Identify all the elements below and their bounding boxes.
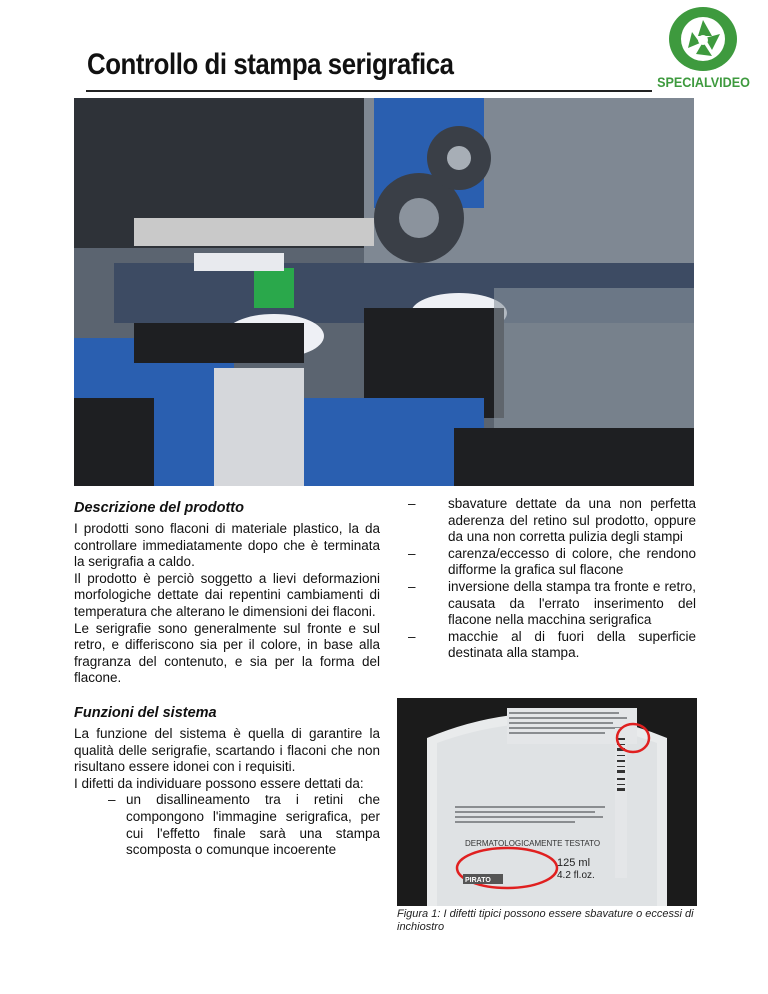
system-functions-heading: Funzioni del sistema: [74, 704, 217, 721]
functions-paragraph-2: I difetti da individuare possono essere dettati da:: [74, 775, 364, 791]
list-item: – carenza/eccesso di colore, che rendono difforme la grafica sul flacone: [408, 546, 696, 579]
machine-photo: [74, 98, 694, 486]
right-column: [408, 496, 696, 662]
label-text-brand: PIRATO: [465, 877, 491, 884]
aperture-logo-icon: [668, 6, 738, 72]
figure-caption: Figura 1: I difetti tipici possono essere sbavature o eccessi di inchiostro: [397, 908, 694, 933]
title-divider: [86, 90, 652, 92]
product-paragraph-3: Le serigrafie sono generalmente sul fronte e sul retro, e differiscono sia per il colore, in base alla fragranza del contenuto, e sia per la forma del flacone.: [74, 620, 380, 686]
page-title: Controllo di stampa serigrafica: [87, 48, 454, 81]
bottle-illustration: [397, 698, 697, 906]
functions-paragraph-1: La funzione del sistema è quella di garantire la qualità delle serigrafie, scartando i flaconi che non risultano essere idonei con i requisiti.: [74, 725, 380, 775]
label-text-tested: DERMATOLOGICAMENTE TESTATO: [465, 839, 601, 848]
logo-wordmark: SPECIALVIDEO: [657, 74, 750, 90]
company-logo: [652, 6, 754, 94]
list-item: – un disallineamento tra i retini che compongono l'immagine serigrafica, per cui l'effetto finale sarà una stampa scomposta o comunque incoerente: [84, 792, 380, 858]
product-paragraph-2: Il prodotto è perciò soggetto a lievi deformazioni morfologiche dettate dai repentini cambiamenti di temperatura che alterano le dimensioni dei flaconi.: [74, 570, 380, 619]
bottle-defect-photo: [397, 698, 697, 906]
system-functions-section: [74, 705, 380, 859]
defect-list-left: [74, 792, 380, 858]
product-paragraph-1: I prodotti sono flaconi di materiale plastico, la da controllare immediatamente dopo che è terminata la serigrafia a caldo.: [74, 521, 380, 570]
label-text-volume: 125 ml: [557, 857, 591, 869]
list-item: – macchie al di fuori della superficie destinata alla stampa.: [408, 629, 696, 662]
list-item: – sbavature dettate da una non perfetta aderenza del retino sul prodotto, oppure da una non corretta pulizia degli stampi: [408, 496, 696, 546]
machine-illustration: [74, 98, 694, 486]
product-description-heading: Descrizione del prodotto: [74, 500, 244, 516]
defect-list-right: [408, 496, 696, 662]
list-item: – inversione della stampa tra fronte e retro, causata da l'errato inserimento del flacone nella macchina serigrafica: [408, 579, 696, 629]
left-column: [74, 496, 380, 859]
label-text-floz: 4.2 fl.oz.: [557, 870, 595, 881]
